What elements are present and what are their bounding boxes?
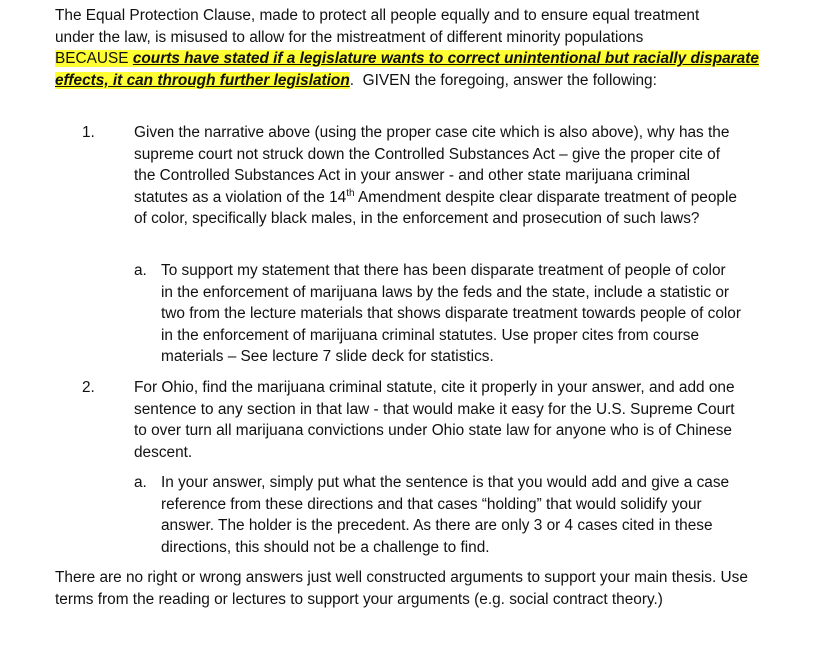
intro-paragraph [55, 5, 795, 91]
subitem-letter: a. [134, 262, 147, 279]
question-1a-text: To support my statement that there has been disparate treatment of people of color in the enforcement of marijuana laws by the feds and the state, include a statistic or two from the lecture materials that shows disparate treatment towards people of color in the enforcement of marijuana criminal statutes. Use proper cites from course materials – See lecture 7 slide deck for statistics. [161, 262, 741, 366]
question-2-text: For Ohio, find the marijuana criminal statute, cite it properly in your answer, and add one sentence to any section in that law - that would make it easy for the U.S. Supreme Court to over turn all marijuana convictions under Ohio state law for anyone who is of Chinese descent. [134, 379, 735, 461]
intro-line-1: The Equal Protection Clause, made to protect all people equally and to ensure equal treatment [55, 7, 700, 24]
because-label: BECAUSE [55, 50, 129, 68]
question-number: 2. [82, 379, 95, 396]
closing-paragraph: There are no right or wrong answers just well constructed arguments to support your main thesis. Use terms from the reading or lectures to support your arguments (e.g. social contract theory.) [55, 569, 748, 608]
question-1-text: Given the narrative above (using the proper case cite which is also above), why has the supreme court not struck down the Controlled Substances Act – give the proper cite of the Controlled Substances Act in your answer - and other state marijuana criminal statutes as a violation of the 14th Amendment despite clear disparate treatment of people of color, specifically black males, in the enforcement and prosecution of such laws? [134, 124, 737, 228]
superscript-th: th [346, 187, 355, 199]
emphasized-court-statement: courts have stated if a legislature wants to correct unintentional but racially disparate effects, it can through further legislation [55, 50, 759, 89]
statement-period: . [349, 71, 355, 89]
question-number: 1. [82, 124, 95, 141]
intro-line-2: under the law, is misused to allow for the mistreatment of different minority populations [55, 28, 644, 46]
question-2a-text: In your answer, simply put what the sentence is that you would add and give a case reference from these directions and that cases “holding” that would solidify your answer. The holder is the precedent. As there are only 3 or 4 cases cited in these directions, this should not be a challenge to find. [161, 474, 730, 556]
given-instruction: GIVEN the foregoing, answer the following: [362, 71, 657, 89]
subitem-letter: a. [134, 474, 147, 491]
